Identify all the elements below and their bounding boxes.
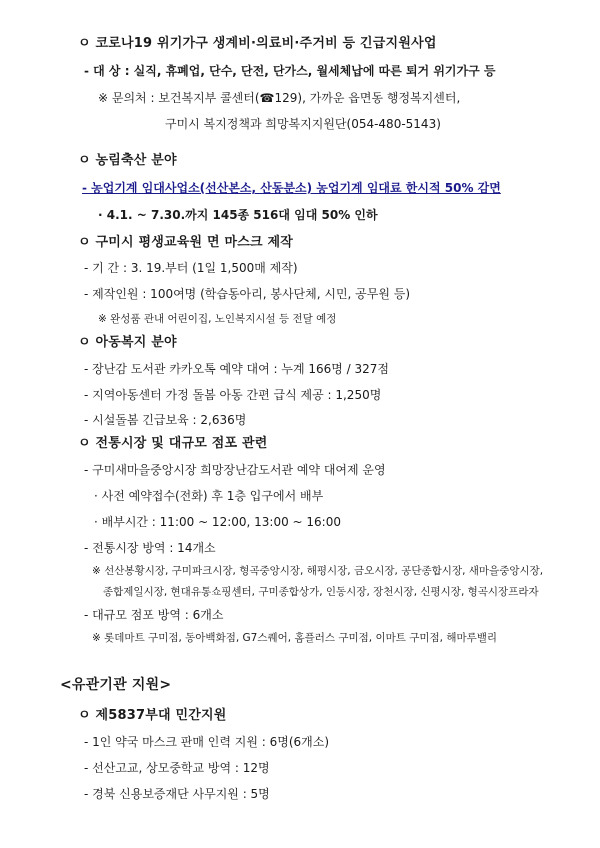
child-center-meal-line: - 지역아동센터 가정 돌봄 아동 간편 급식 제공 : 1,250명 [84, 388, 382, 402]
mask-note: ※ 완성품 관내 어린이집, 노인복지시설 등 전달 예정 [98, 313, 337, 325]
emergency-care-line: - 시설돌봄 긴급보육 : 2,636명 [84, 413, 247, 427]
large-store-list-note: ※ 롯데마트 구미점, 동아백화점, G7스퀘어, 홈플러스 구미점, 이마트 구미점, 해마루밸리 [92, 632, 498, 644]
target-line: - 대 상 : 실직, 휴폐업, 단수, 단전, 단가스, 월세체납에 따른 퇴거 위기가구 등 [84, 64, 496, 78]
section-related-agencies-heading: <유관기관 지원> [60, 677, 172, 693]
contact-note-cont: 구미시 복지정책과 희망복지지원단(054-480-5143) [165, 117, 441, 131]
large-store-disinfection-line: - 대규모 점포 방역 : 6개소 [84, 608, 224, 622]
mask-period: - 기 간 : 3. 19.부터 (1일 1,500매 제작) [84, 261, 298, 275]
school-disinfection-line: - 선산고교, 상모중학교 방역 : 12명 [84, 761, 270, 775]
section-unit-support-title: ㅇ 제5837부대 민간지원 [78, 708, 227, 723]
section-agriculture-title: ㅇ 농림축산 분야 [78, 153, 177, 168]
market-list-note: ※ 선산봉황시장, 구미파크시장, 형곡중앙시장, 해평시장, 금오시장, 공단종합시장, 새마을중앙시장, [92, 565, 544, 577]
pharmacy-staff-line: - 1인 약국 마스크 판매 인력 지원 : 6명(6개소) [84, 735, 330, 749]
market-toy-rental-line: - 구미새마을중앙시장 희망장난감도서관 예약 대여제 운영 [84, 463, 386, 477]
section-child-welfare-title: ㅇ 아동복지 분야 [78, 335, 177, 350]
market-list-note-cont: 종합제일시장, 현대유통쇼핑센터, 구미종합상가, 인동시장, 장천시장, 신평시장, 형곡시장프라자 [103, 586, 539, 598]
market-disinfection-line: - 전통시장 방역 : 14개소 [84, 541, 216, 555]
section-mask-title: ㅇ 구미시 평생교육원 면 마스크 제작 [78, 235, 293, 250]
toy-library-line: - 장난감 도서관 카카오톡 예약 대여 : 누계 166명 / 327점 [84, 362, 390, 376]
mask-staff: - 제작인원 : 100여명 (학습동아리, 봉사단체, 시민, 공무원 등) [84, 287, 411, 301]
section-emergency-support-title: ㅇ 코로나19 위기가구 생계비·의료비·주거비 등 긴급지원사업 [78, 36, 437, 51]
rental-discount-period: · 4.1. ~ 7.30.까지 145종 516대 임대 50% 인하 [98, 208, 378, 222]
distribution-time-line: · 배부시간 : 11:00 ~ 12:00, 13:00 ~ 16:00 [94, 515, 341, 529]
section-market-title: ㅇ 전통시장 및 대규모 점포 관련 [78, 436, 268, 451]
contact-note: ※ 문의처 : 보건복지부 콜센터(☎129), 가까운 읍면동 행정복지센터, [98, 91, 461, 105]
machinery-rental-line: - 농업기계 임대사업소(선산본소, 산동분소) 농업기계 임대료 한시적 50% 감면 [82, 181, 501, 195]
credit-foundation-line: - 경북 신용보증재단 사무지원 : 5명 [84, 787, 270, 801]
reservation-line: · 사전 예약접수(전화) 후 1층 입구에서 배부 [94, 489, 324, 503]
